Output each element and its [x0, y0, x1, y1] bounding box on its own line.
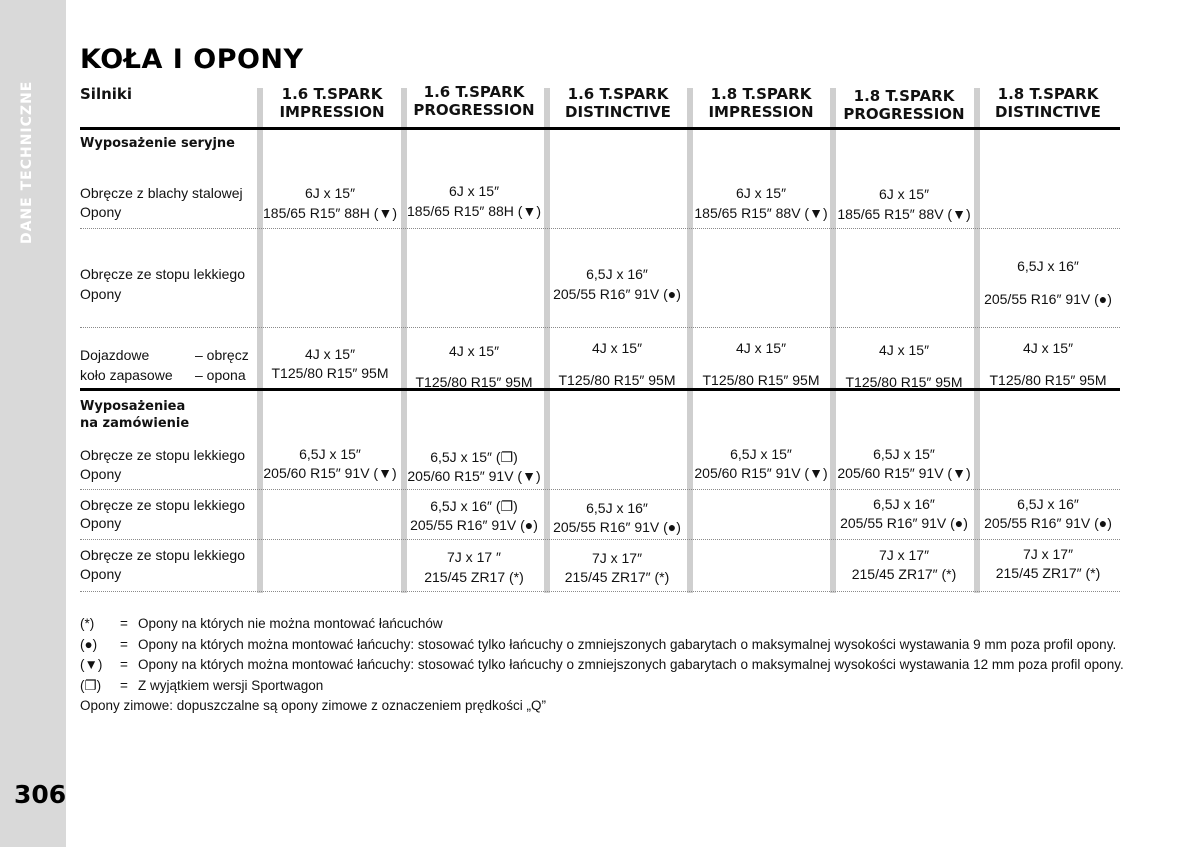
- footnote-symbol: (❐): [80, 677, 102, 693]
- table-cell: [977, 332, 1119, 396]
- table-cell: [690, 183, 832, 223]
- cell-rim: 4J x 15″: [448, 343, 500, 359]
- cell-tyre: 185/65 R15″ 88V (▼): [694, 205, 828, 221]
- cell-tyre: 205/60 R15″ 91V (▼): [837, 465, 971, 481]
- column-header-version: PROGRESSION: [413, 101, 535, 119]
- row-label-rim: Obręcze ze stopu lekkiego: [80, 266, 245, 282]
- column-header: [691, 85, 831, 121]
- row-label-rim: Obręcze ze stopu lekkiego: [80, 447, 245, 463]
- table-cell: [977, 250, 1119, 316]
- column-header-engine: 1.6 T.SPARK: [567, 85, 669, 103]
- table-cell: [833, 184, 975, 224]
- cell-tyre: T125/80 R15″ 95M: [845, 374, 963, 390]
- cell-rim: 7J x 17″: [878, 547, 930, 563]
- table-cell: [546, 549, 688, 587]
- footnote: [80, 635, 1124, 656]
- cell-tyre: T125/80 R15″ 95M: [558, 372, 676, 388]
- footnote: [80, 614, 1124, 635]
- footnote-text: Opony na których można montować łańcuchy: stosować tylko łańcuchy o zmniejszonych gabarytach o maksymalnej wysokości wystawania 12 mm poza profil opony.: [138, 657, 1124, 672]
- page-title: KOŁA I OPONY: [80, 44, 304, 75]
- cell-tyre: T125/80 R15″ 95M: [415, 374, 533, 390]
- footnote-equals: =: [120, 677, 128, 693]
- table-cell: [403, 181, 545, 221]
- cell-rim: 6,5J x 16″: [1017, 496, 1079, 512]
- row-label-rim: Obręcze ze stopu lekkiego: [80, 547, 245, 563]
- column-header: [978, 85, 1118, 121]
- cell-rim: 6,5J x 16″: [873, 496, 935, 512]
- cell-rim: 6J x 15″: [878, 186, 930, 202]
- row-label-spare: Dojazdowe: [80, 347, 150, 363]
- row-divider: [80, 228, 1120, 229]
- cell-tyre: 205/55 R16″ 91V (●): [984, 515, 1112, 531]
- cell-tyre: 205/55 R16″ 91V (●): [553, 519, 681, 535]
- cell-tyre: 215/45 ZR17″ (*): [851, 566, 957, 582]
- cell-rim: 6J x 15″: [304, 185, 356, 201]
- table-cell: [690, 445, 832, 483]
- table-cell: [259, 345, 401, 383]
- footnote-text: Z wyjątkiem wersji Sportwagon: [138, 677, 324, 693]
- optional-equipment-header: [80, 398, 189, 432]
- page-number: 306: [14, 780, 67, 809]
- cell-rim: 4J x 15″: [304, 346, 356, 362]
- table-cell: [403, 497, 545, 535]
- row-label-spare-tyre: – opona: [195, 367, 246, 383]
- cell-rim: 4J x 15″: [735, 340, 787, 356]
- row-label-tyre: Opony: [80, 286, 122, 302]
- table-cell: [546, 264, 688, 304]
- cell-rim: 6J x 15″: [735, 185, 787, 201]
- table-cell: [403, 336, 545, 398]
- row-label-spare-rim: – obręcz: [195, 347, 249, 363]
- cell-tyre: 205/55 R16″ 91V (●): [553, 286, 681, 302]
- cell-rim: 6,5J x 15″: [730, 446, 792, 462]
- column-header-engine: 1.8 T.SPARK: [997, 85, 1099, 103]
- cell-rim: 4J x 15″: [1022, 340, 1074, 356]
- column-header-version: IMPRESSION: [279, 103, 385, 121]
- table-cell: [833, 495, 975, 533]
- table-cell: [833, 334, 975, 398]
- engines-label: Silniki: [80, 85, 133, 103]
- table-cell: [833, 546, 975, 584]
- footnote: [80, 676, 1124, 697]
- cell-rim: 6,5J x 15″ (❐): [430, 449, 518, 465]
- cell-rim: 6,5J x 16″: [1017, 258, 1079, 274]
- cell-rim: 6,5J x 15″: [873, 446, 935, 462]
- cell-tyre: 215/45 ZR17″ (*): [995, 565, 1101, 581]
- column-separator: [257, 88, 263, 593]
- table-cell: [403, 547, 545, 587]
- cell-tyre: 205/55 R16″ 91V (●): [984, 291, 1112, 307]
- header-rule: [80, 127, 1120, 130]
- column-header: [834, 87, 974, 123]
- cell-tyre: 205/55 R16″ 91V (●): [410, 517, 538, 533]
- table-cell: [259, 183, 401, 223]
- cell-tyre: 215/45 ZR17 (*): [424, 569, 524, 585]
- cell-tyre: T125/80 R15″ 95M: [271, 365, 389, 381]
- cell-tyre: T125/80 R15″ 95M: [702, 372, 820, 388]
- cell-rim: 7J x 17″: [591, 550, 643, 566]
- footnote-text: Opony na których można montować łańcuchy: stosować tylko łańcuchy o zmniejszonych gabarytach o maksymalnej wysokości wystawania 9 mm poza profil opony.: [138, 636, 1117, 652]
- row-label-tyre: Opony: [80, 566, 122, 582]
- cell-rim: 6,5J x 16″: [586, 266, 648, 282]
- section-sidebar: [0, 0, 66, 847]
- column-header-version: IMPRESSION: [708, 103, 814, 121]
- table-cell: [833, 445, 975, 483]
- footnote-equals: =: [120, 636, 128, 652]
- row-divider: [80, 591, 1120, 592]
- cell-tyre: 185/65 R15″ 88H (▼): [263, 205, 397, 221]
- row-divider: [80, 489, 1120, 490]
- table-cell: [690, 332, 832, 396]
- row-label-spare: koło zapasowe: [80, 367, 173, 383]
- cell-rim: 4J x 15″: [878, 342, 930, 358]
- winter-note-text: Opony zimowe: dopuszczalne są opony zimowe z oznaczeniem prędkości „Q”: [80, 698, 546, 713]
- footnotes: [80, 614, 1124, 717]
- table-cell: [977, 495, 1119, 533]
- row-label-tyre: Opony: [80, 466, 122, 482]
- footnote-text: Opony na których nie można montować łańcuchów: [138, 616, 443, 631]
- winter-tyre-note: [80, 696, 1124, 717]
- column-header: [262, 85, 402, 121]
- cell-tyre: 205/55 R16″ 91V (●): [840, 515, 968, 531]
- row-label-rim: Obręcze ze stopu lekkiego: [80, 497, 245, 513]
- table-cell: [546, 332, 688, 396]
- cell-rim: 6,5J x 16″ (❐): [430, 498, 518, 514]
- footnote-equals: =: [120, 657, 128, 672]
- row-label-tyre: Opony: [80, 204, 122, 220]
- cell-tyre: 185/65 R15″ 88V (▼): [837, 206, 971, 222]
- cell-rim: 6,5J x 15″: [299, 446, 361, 462]
- footnote-symbol: (▼): [80, 657, 103, 672]
- footnote-symbol: (●): [80, 636, 98, 652]
- table-cell: [546, 499, 688, 537]
- standard-equipment-header: Wyposażenie seryjne: [80, 136, 235, 151]
- column-header-engine: 1.8 T.SPARK: [853, 87, 955, 105]
- table-cell: [259, 445, 401, 483]
- column-header-engine: 1.8 T.SPARK: [710, 85, 812, 103]
- cell-tyre: 205/60 R15″ 91V (▼): [407, 468, 541, 484]
- column-header: [548, 85, 688, 121]
- column-header-version: DISTINCTIVE: [995, 103, 1101, 121]
- cell-tyre: 185/65 R15″ 88H (▼): [407, 203, 541, 219]
- optional-header-line: Wyposażeniea: [80, 399, 186, 414]
- cell-rim: 7J x 17″: [1022, 546, 1074, 562]
- column-header-engine: 1.6 T.SPARK: [281, 85, 383, 103]
- cell-tyre: 205/60 R15″ 91V (▼): [694, 465, 828, 481]
- table-cell: [403, 448, 545, 486]
- column-header-engine: 1.6 T.SPARK: [423, 83, 525, 101]
- section-tab-label: DANE TECHNICZNE: [19, 80, 35, 244]
- row-label-tyre: Opony: [80, 515, 122, 531]
- cell-rim: 6J x 15″: [448, 183, 500, 199]
- table-cell: [977, 545, 1119, 583]
- cell-tyre: 205/60 R15″ 91V (▼): [263, 465, 397, 481]
- row-divider: [80, 327, 1120, 328]
- column-header-version: PROGRESSION: [843, 105, 965, 123]
- cell-tyre: T125/80 R15″ 95M: [989, 372, 1107, 388]
- row-label-rim: Obręcze z blachy stalowej: [80, 185, 243, 201]
- cell-rim: 6,5J x 16″: [586, 500, 648, 516]
- footnote-equals: =: [120, 616, 128, 631]
- column-header-version: DISTINCTIVE: [565, 103, 671, 121]
- cell-tyre: 215/45 ZR17″ (*): [564, 569, 670, 585]
- cell-rim: 7J x 17 ″: [447, 549, 501, 565]
- footnote-symbol: (*): [80, 616, 95, 631]
- footnote: [80, 655, 1124, 676]
- column-header: [404, 83, 544, 119]
- optional-header-line: na zamówienie: [80, 416, 190, 431]
- cell-rim: 4J x 15″: [591, 340, 643, 356]
- row-divider: [80, 539, 1120, 540]
